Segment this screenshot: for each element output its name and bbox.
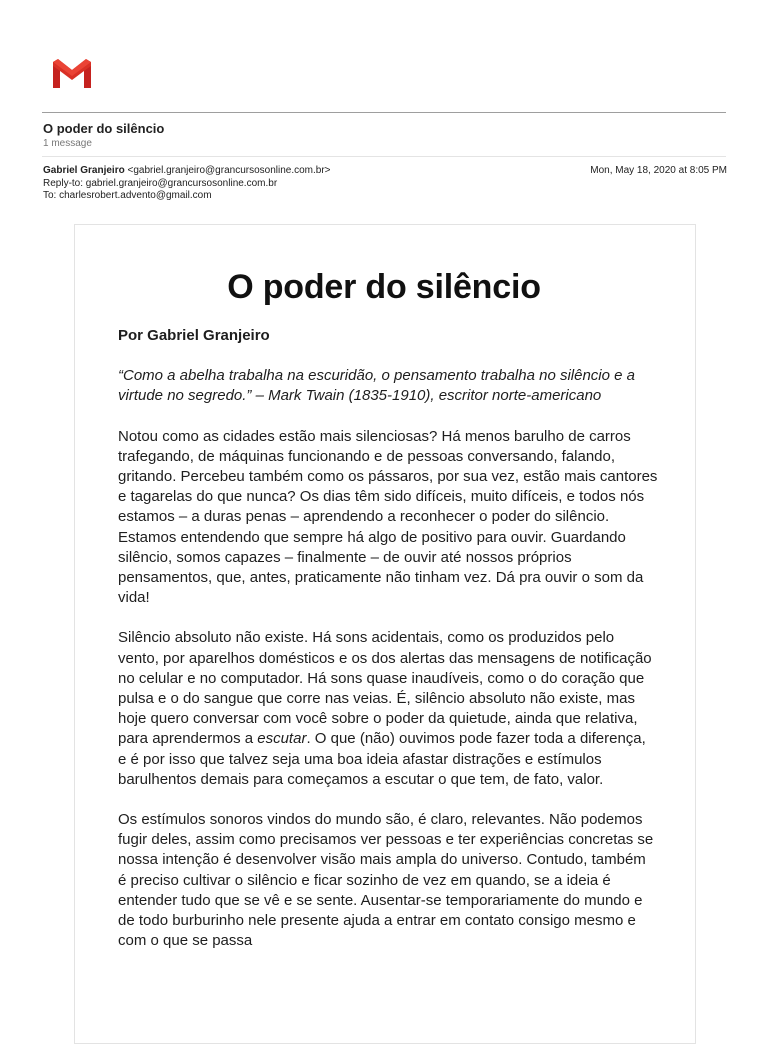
article-quote: “Como a abelha trabalha na escuridão, o pensamento trabalha no silêncio e a virtude no segredo.” – Mark Twain (1835-1910), escritor norte-americano (118, 367, 636, 405)
paragraph-1: Notou como as cidades estão mais silenciosas? Há menos barulho de carros trafegando, de máquinas funcionando e de pessoas conversando, falando, gritando. Percebeu também como os pássaros, por sua vez, estão mais cantores e tagarelas do que nunca? Os dias têm sido difíceis, muito difíceis, e todos nós estamos – a duras penas – aprendendo a reconhecer o poder do silêncio. Estamos entendendo que sempre há algo de positivo para ouvir. Guardando silêncio, somos capazes – finalmente – de ouvir até nossos próprios pensamentos, que, antes, praticamente não tinham vez. Dá pra ouvir o som da vida! (118, 427, 658, 607)
paragraph-2 (118, 628, 658, 790)
paragraph-3: Os estímulos sonoros vindos do mundo são, é claro, relevantes. Não podemos fugir deles, assim como precisamos ver pessoas e ter experiências concretas se nossa intenção é desenvolver visão mais ampla do universo. Contudo, também é preciso cultivar o silêncio e ficar sozinho de vez em quando, se a ideia é entender tudo que se vê e se sente. Ausentar-se temporariamente do mundo e de todo burburinho nele presente ajuda a entrar em contato consigo mesmo e com o que se passa (118, 811, 654, 950)
gmail-logo-icon (50, 56, 94, 92)
sender-email[interactable]: <gabriel.granjeiro@grancursosonline.com.br> (127, 165, 331, 176)
paragraph-2-text-b: . O que (não) ouvimos pode fazer toda a diferença, e é por isso que talvez seja uma boa ideia afastar distrações e estímulos barulhentos demais para começamos a escutar o que tem, de fato, valor. (118, 730, 646, 788)
meta-divider (42, 156, 726, 157)
paragraph-2-text-a: Silêncio absoluto não existe. Há sons acidentais, como os produzidos pelo vento, por aparelhos domésticos e os dos alertas das mensagens de notificação no celular e no computador. Há sons quase inaudíveis, como o do coração que pulsa e o do sangue que corre nas veias. É, silêncio absoluto não existe, mas hoje quero conversar com você sobre o poder da quietude, ainda que relativa, para aprendermos a (118, 629, 652, 748)
email-subject: O poder do silêncio (43, 121, 165, 136)
header-divider (42, 112, 726, 113)
sender-name: Gabriel Granjeiro (43, 165, 125, 176)
sender-line (43, 165, 331, 178)
article-content (118, 326, 658, 971)
message-count: 1 message (43, 138, 92, 149)
reply-to: Reply-to: gabriel.granjeiro@grancursosonline.com.br (43, 177, 278, 189)
email-meta (43, 165, 331, 203)
to-line: To: charlesrobert.advento@gmail.com (43, 190, 212, 201)
article-title: O poder do silêncio (227, 268, 541, 306)
email-date: Mon, May 18, 2020 at 8:05 PM (590, 165, 727, 176)
article-author: Por Gabriel Granjeiro (118, 327, 270, 344)
paragraph-2-emphasis: escutar (257, 730, 307, 748)
